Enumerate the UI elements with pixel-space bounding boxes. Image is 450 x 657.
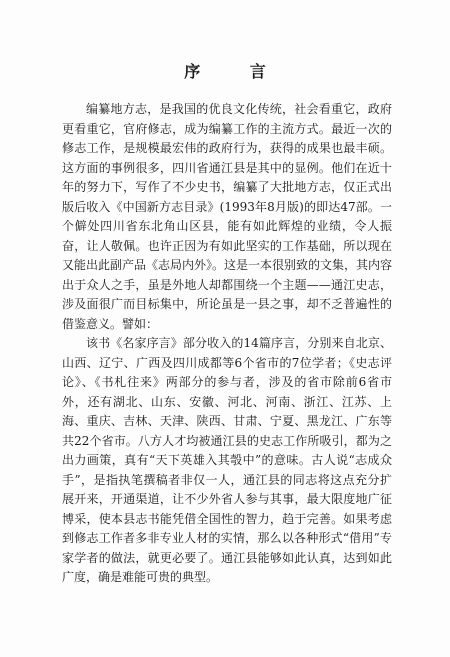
preface-body [62,100,392,588]
paragraph-1: 编纂地方志，是我国的优良文化传统，社会看重它，政府更看重它，官府修志，成为编纂工作的主流方式。最近一次的修志工作，是规模最宏伟的政府行为，获得的成果也最丰硕。这方面的事例很多，四川省通江县是其中的显例。他们在近十年的努力下，写作了不少史书，编纂了大批地方志，仅正式出版后收入《中国新方志目录》(1993年8月版)的即达47部。一个僻处四川省东北角山区县，能有如此辉煌的业绩，令人振奋，让人敬佩。也许正因为有如此坚实的工作基础，所以现在又能出此副产品《志局内外》。这是一本很别致的文集，其内容出于众人之手，虽是外地人却都围绕一个主题——通江史志，涉及面很广而目标集中，所论虽是一县之事，却不乏普遍性的借鉴意义。譬如： [62,102,393,331]
paragraph-2: 该书《名家序言》部分收入的14篇序言，分别来自北京、山西、辽宁、广西及四川成都等6个省市的7位学者；《史志评论》、《书札往来》两部分的参与者，涉及的省市除前6省市外，还有湖北、山东、安徽、河北、河南、浙江、江苏、上海、重庆、吉林、天津、陕西、甘肃、宁夏、黑龙江、广东等共22个省市。八方人才均被通江县的史志工作所吸引，都为之出力画策，真有“天下英雄入其彀中”的意味。古人说“志成众手”，是指执笔撰稿者非仅一人，通江县的同志将这点充分扩展开来，开通渠道，让不少外省人参与其事，最大限度地广征博采，使本县志书能凭借全国性的智力，趋于完善。如果考虑到修志工作者多非专业人材的实情，那么以各种形式“借用”专家学者的做法，就更必要了。通江县能够如此认真，达到如此广度，确是难能可贵的典型。 [62,336,392,584]
page-title: 序 言 [184,62,288,81]
